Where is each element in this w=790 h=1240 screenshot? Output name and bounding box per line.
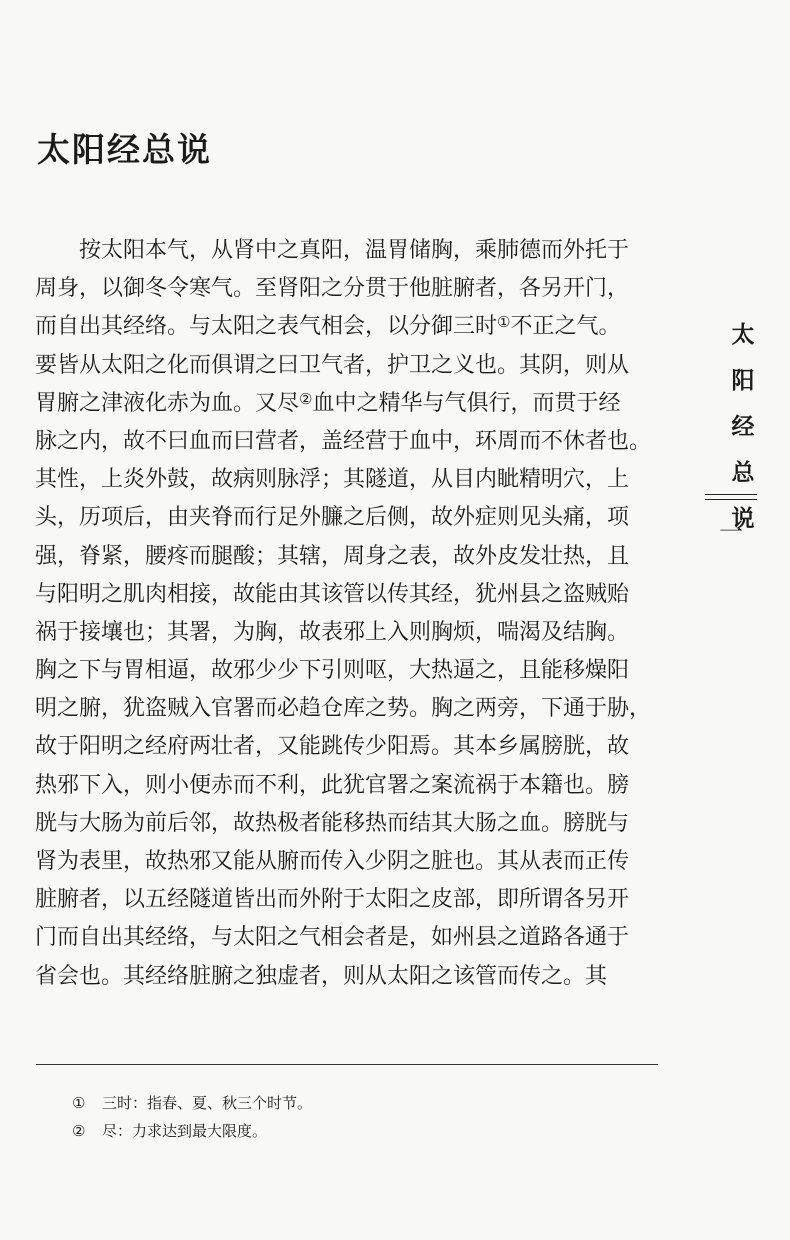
footnote-ref: ① xyxy=(497,313,511,332)
text-segment: 血中之精华与气俱行，而贯于经 xyxy=(312,390,621,416)
footnote-ref: ② xyxy=(299,389,313,408)
running-title-char: 阳 xyxy=(731,368,755,394)
text-line: 故于阳明之经府两壮者，又能跳传少阳焉。其本乡属膀胱，故 xyxy=(35,734,630,760)
text-line: 脏腑者，以五经隧道皆出而外附于太阳之皮部，即所谓各另开 xyxy=(35,887,630,913)
text-line: 按太阳本气，从肾中之真阳，温胃储胸，乘肺德而外托于 xyxy=(79,238,630,263)
running-title-char: 总 xyxy=(731,460,755,486)
text-line: 祸于接壤也；其署，为胸，故表邪上入则胸烦，喘渴及结胸。 xyxy=(35,619,630,645)
running-title-char: 太 xyxy=(731,322,755,348)
footnote-divider xyxy=(36,1064,658,1065)
text-line: 省会也。其经络脏腑之独虚者，则从太阳之该管而传之。其 xyxy=(35,963,608,989)
text-line: 肾为表里，故热邪又能从腑而传入少阴之脏也。其从表而正传 xyxy=(35,849,630,874)
footnote xyxy=(72,1117,632,1145)
running-title-char: 说 xyxy=(731,506,755,532)
running-section-title xyxy=(725,312,761,542)
body-text xyxy=(35,232,667,996)
text-line: 明之腑，犹盗贼入官署而必趋仓库之势。胸之两旁，下通于胁， xyxy=(35,696,652,722)
footnote-mark: ② xyxy=(72,1122,86,1140)
text-line: 脉之内，故不曰血而曰营者，盖经营于血中，环周而不休者也。 xyxy=(35,428,652,454)
running-title-char: 经 xyxy=(731,414,755,440)
text-segment: 不正之气。 xyxy=(510,314,621,340)
text-line: 要皆从太阳之化而俱谓之曰卫气者，护卫之义也。其阴，则从 xyxy=(35,352,630,378)
text-line: 头，历项后，由夹脊而行足外臁之后侧，故外症则见头痛，项 xyxy=(35,505,630,531)
margin-double-rule xyxy=(705,494,757,500)
text-line: 其性，上炎外鼓，故病则脉浮；其隧道，从目内眦精明穴，上 xyxy=(35,467,630,493)
text-line: 热邪下入，则小便赤而不利，此犹官署之案流祸于本籍也。膀 xyxy=(35,772,630,798)
section-title: 太阳经总说 xyxy=(37,130,212,169)
footnote-text: 尽：力求达到最大限度。 xyxy=(102,1122,268,1140)
page-number: 一 xyxy=(719,518,743,546)
text-line: 强，脊紧，腰疼而腿酸；其辖，周身之表，故外皮发壮热，且 xyxy=(35,543,630,569)
text-line: 周身，以御冬令寒气。至肾阳之分贯于他脏腑者，各另开门， xyxy=(35,276,630,302)
footnote-text: 三时：指春、夏、秋三个时节。 xyxy=(102,1094,313,1112)
text-line: 与阳明之肌肉相接，故能由其该管以传其经，犹州县之盗贼贻 xyxy=(35,581,630,607)
footnote xyxy=(72,1089,632,1117)
text-line xyxy=(35,308,667,346)
text-line: 胸之下与胃相逼，故邪少少下引则呕，大热逼之，且能移燥阳 xyxy=(35,658,630,684)
text-line: 胱与大肠为前后邻，故热极者能移热而结其大肠之血。膀胱与 xyxy=(35,810,630,836)
text-segment: 而自出其经络。与太阳之表气相会，以分御三时 xyxy=(35,314,498,340)
footnotes xyxy=(72,1089,632,1145)
footnote-mark: ① xyxy=(72,1094,86,1112)
text-segment: 胃腑之津液化赤为血。又尽 xyxy=(35,390,300,416)
text-line xyxy=(35,385,667,423)
text-line: 门而自出其经络，与太阳之气相会者是，如州县之道路各通于 xyxy=(35,925,630,951)
